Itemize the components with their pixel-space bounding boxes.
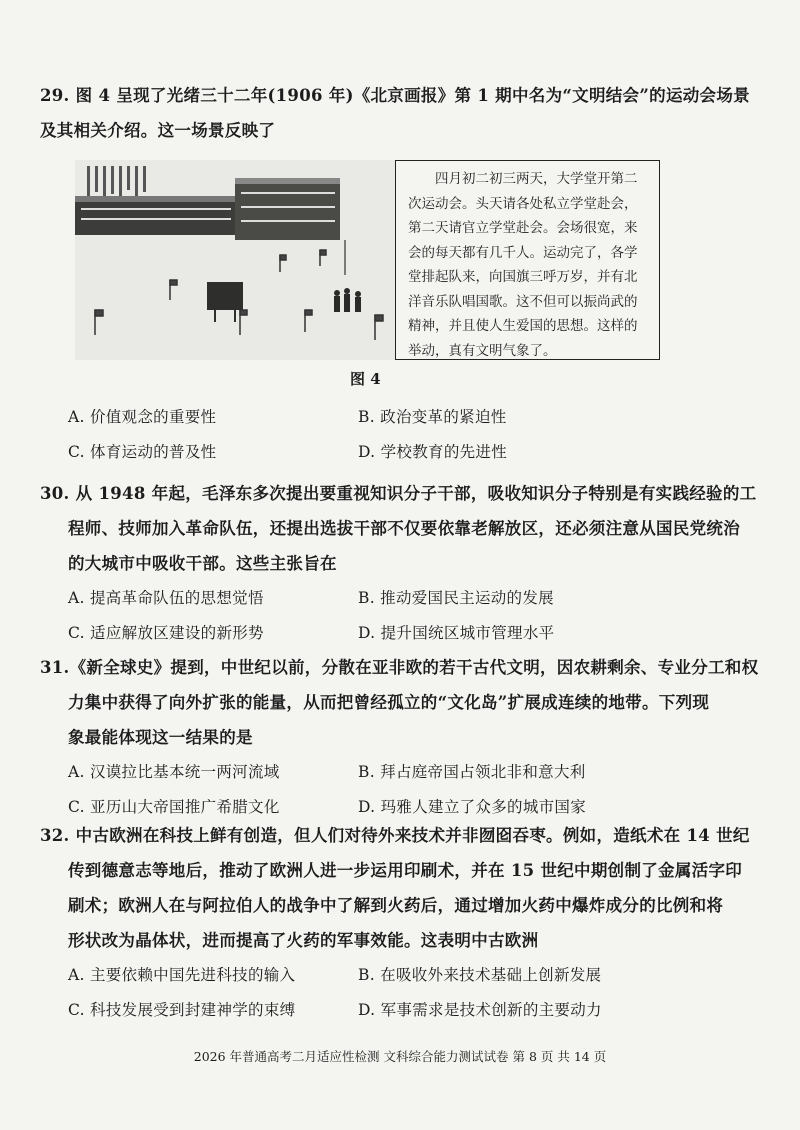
q30-line3: 的大城市中吸收干部。这些主张旨在	[68, 554, 337, 573]
q29-stem-line1: 29. 图 4 呈现了光绪三十二年(1906 年)《北京画报》第 1 期中名为“文明结会”的运动会场景	[40, 86, 750, 105]
q29-options	[40, 400, 762, 470]
question-29	[40, 78, 762, 148]
q30-option-b[interactable]: B. 推动爱国民主运动的发展	[358, 589, 554, 607]
q31-option-b[interactable]: B. 拜占庭帝国占领北非和意大利	[358, 763, 586, 781]
question-32	[40, 818, 762, 1028]
q30-line2: 程师、技师加入革命队伍，还提出选拔干部不仅要依靠老解放区，还必须注意从国民党统治	[68, 519, 740, 538]
q29-stem-line2: 及其相关介绍。这一场景反映了	[40, 121, 276, 140]
q32-line1: 32. 中古欧洲在科技上鲜有创造，但人们对待外来技术并非囫囵吞枣。例如，造纸术在 14 世纪	[40, 826, 750, 845]
q30-option-c[interactable]: C. 适应解放区建设的新形势	[68, 624, 264, 642]
q29-option-b[interactable]: B. 政治变革的紧迫性	[358, 408, 507, 426]
q30-line1: 30. 从 1948 年起，毛泽东多次提出要重视知识分子干部，吸收知识分子特别是有实践经验的工	[40, 484, 757, 503]
q32-option-b[interactable]: B. 在吸收外来技术基础上创新发展	[358, 966, 602, 984]
figure-4-caption-box	[395, 160, 660, 360]
q31-line3: 象最能体现这一结果的是	[68, 728, 253, 747]
q32-line4: 形状改为晶体状，进而提高了火药的军事效能。这表明中古欧洲	[68, 931, 539, 950]
q31-option-d[interactable]: D. 玛雅人建立了众多的城市国家	[358, 798, 587, 816]
q31-option-a[interactable]: A. 汉谟拉比基本统一两河流域	[68, 763, 280, 781]
q30-option-a[interactable]: A. 提高革命队伍的思想觉悟	[68, 589, 264, 607]
q31-option-c[interactable]: C. 亚历山大帝国推广希腊文化	[68, 798, 280, 816]
question-30	[40, 476, 762, 651]
q32-option-a[interactable]: A. 主要依赖中国先进科技的输入	[68, 966, 296, 984]
q30-option-d[interactable]: D. 提升国统区城市管理水平	[358, 624, 555, 642]
q32-line3: 刷术；欧洲人在与阿拉伯人的战争中了解到火药后，通过增加火药中爆炸成分的比例和将	[68, 896, 724, 915]
figure-4-caption-text: 四月初二初三两天，大学堂开第二次运动会。头天请各处私立学堂赴会，第二天请官立学堂赴会。会场很宽，来会的每天都有几千人。运动完了，各学堂排起队来，向国旗三呼万岁，并有北洋音乐队唱国歌。这不但可以振尚武的精神，并且使人生爱国的思想。这样的举动，真有文明气象了。	[408, 171, 638, 359]
page-footer: 2026 年普通高考二月适应性检测 文科综合能力测试试卷 第 8 页 共 14 页	[193, 1049, 607, 1064]
q29-option-d[interactable]: D. 学校教育的先进性	[358, 443, 508, 461]
q32-line2: 传到德意志等地后，推动了欧洲人进一步运用印刷术，并在 15 世纪中期创制了金属活字印	[68, 861, 743, 880]
sports-meet-illustration	[75, 160, 395, 360]
figure-4	[75, 160, 660, 365]
q32-option-c[interactable]: C. 科技发展受到封建神学的束缚	[68, 1001, 296, 1019]
q29-option-a[interactable]: A. 价值观念的重要性	[68, 408, 217, 426]
figure-label: 图 4	[350, 370, 381, 388]
q31-line1: 31.《新全球史》提到，中世纪以前，分散在亚非欧的若干古代文明，因农耕剩余、专业分工和权	[40, 658, 759, 677]
question-31	[40, 650, 762, 825]
q29-option-c[interactable]: C. 体育运动的普及性	[68, 443, 217, 461]
q31-line2: 力集中获得了向外扩张的能量，从而把曾经孤立的“文化岛”扩展成连续的地带。下列现	[68, 693, 710, 712]
q32-option-d[interactable]: D. 军事需求是技术创新的主要动力	[358, 1001, 602, 1019]
